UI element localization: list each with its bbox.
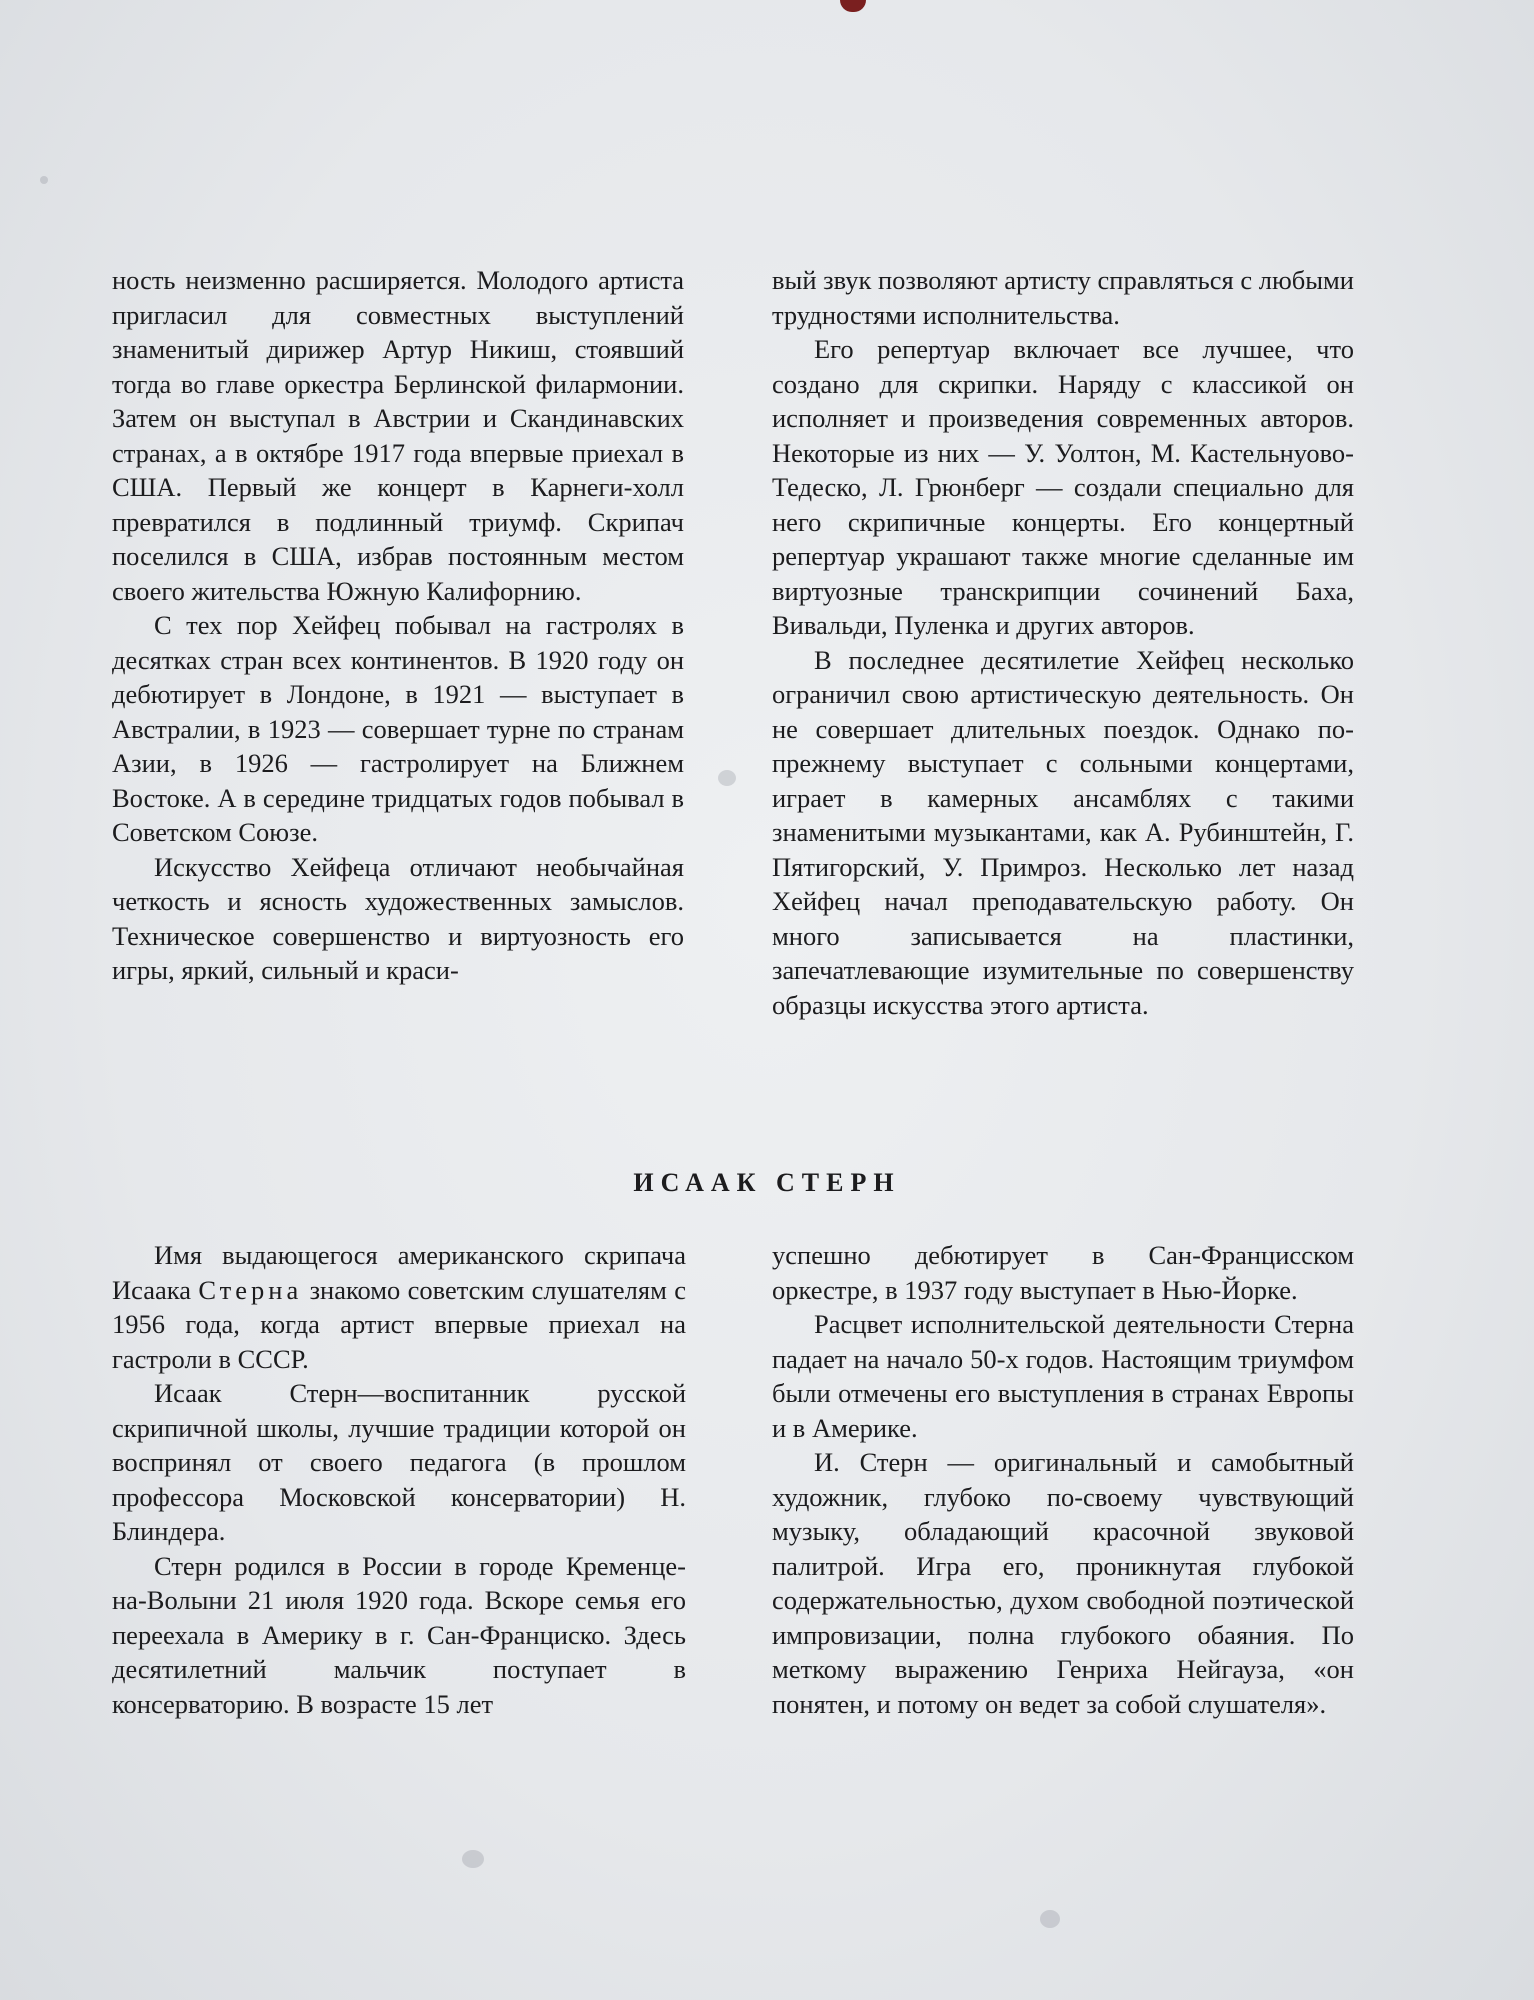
paragraph: В последнее десятилетие Хейфец несколько ограничил свою артистическую деятельность. Он не совершает длительных поездок. Однако по-прежнему выступает с сольными концертами, играет в камерных ансамблях с такими знаменитыми музыкантами, как А. Рубинштейн, Г. Пятигорский, У. Примроз. Несколько лет назад Хейфец начал преподавательскую работу. Он много записывается на пластинки, запечатлевающие изумительные по совершенству образцы искусства этого артиста. [772, 644, 1354, 1020]
heifetz-column-left [112, 263, 684, 988]
paragraph: Стерн родился в России в городе Кременце-на-Волыни 21 июля 1920 года. Вскоре семья его переехала в Америку в г. Сан-Франциско. Здесь десятилетний мальчик поступает в консерваторию. В возрасте 15 лет [112, 1550, 686, 1719]
paragraph: успешно дебютирует в Сан-Францисском оркестре, в 1937 году выступает в Нью-Йорке. [772, 1240, 1354, 1305]
paragraph: И. Стерн — оригинальный и самобытный художник, глубоко по-своему чувствующий музыку, обладающий красочной звуковой палитрой. Игра его, проникнутая глубокой содержательностью, духом свободной поэтической импровизации, полна глубокого обаяния. По меткому выражению Генриха Нейгауза, «он понятен, и потому он ведет за собой слушателя». [772, 1447, 1354, 1719]
paragraph: С тех пор Хейфец побывал на гастролях в десятках стран всех континентов. В 1920 году он дебютирует в Лондоне, в 1921 — выступает в Австралии, в 1923 — совершает турне по странам Азии, в 1926 — гастролирует на Ближнем Востоке. А в середине тридцатых годов побывал в Советском Союзе. [112, 610, 684, 847]
section-heading: ИСААК СТЕРН [633, 1168, 901, 1197]
paper-smudge [1040, 1910, 1060, 1928]
heifetz-column-right [772, 263, 1354, 1022]
paper-smudge [40, 176, 48, 184]
stern-column-left [112, 1238, 686, 1721]
paragraph: Искусство Хейфеца отличают необычайная четкость и ясность художественных замыслов. Техническое совершенство и виртуозность его игры, яркий, сильный и краси- [112, 851, 684, 985]
paragraph: Исаак Стерн—воспитанник русской скрипичной школы, лучшие традиции которой он воспринял от своего педагога (в прошлом профессора Московской консерватории) Н. Блиндера. [112, 1378, 686, 1546]
top-edge-mark [840, 0, 866, 12]
paragraph: ность неизменно расширяется. Молодого артиста пригласил для совместных выступлений знаменитый дирижер Артур Никиш, стоявший тогда во главе оркестра Берлинской филармонии. Затем он выступал в Австрии и Скандинавских странах, а в октябре 1917 года впервые приехал в США. Первый же концерт в Карнеги-холл превратился в подлинный триумф. Скрипач поселился в США, избрав постоянным местом своего жительства Южную Калифорнию. [112, 265, 684, 606]
text-run: знакомо советским слушателям с 1956 года, когда артист впервые приехал на гастроли в СССР. [112, 1274, 686, 1374]
stern-column-right [772, 1238, 1354, 1721]
paper-smudge [718, 770, 736, 786]
spaced-name: Стерна [198, 1274, 303, 1305]
paper-smudge [462, 1850, 484, 1868]
paragraph: вый звук позволяют артисту справляться с любыми трудностями исполнительства. [772, 265, 1354, 330]
text-run: Имя выдающегося американского скрипача Исаака [112, 1240, 686, 1305]
paragraph: Расцвет исполнительской деятельности Стерна падает на начало 50-х годов. Настоящим триумфом были отмечены его выступления в странах Европы и в Америке. [772, 1309, 1354, 1443]
paragraph: Его репертуар включает все лучшее, что создано для скрипки. Наряду с классикой он исполняет и произведения современных авторов. Некоторые из них — У. Уолтон, М. Кастельнуово-Тедеско, Л. Грюнберг — создали специально для него скрипичные концерты. Его концертный репертуар украшают также многие сделанные им виртуозные транскрипции сочинений Баха, Вивальди, Пуленка и других авторов. [772, 334, 1354, 640]
paragraph [112, 1238, 686, 1376]
